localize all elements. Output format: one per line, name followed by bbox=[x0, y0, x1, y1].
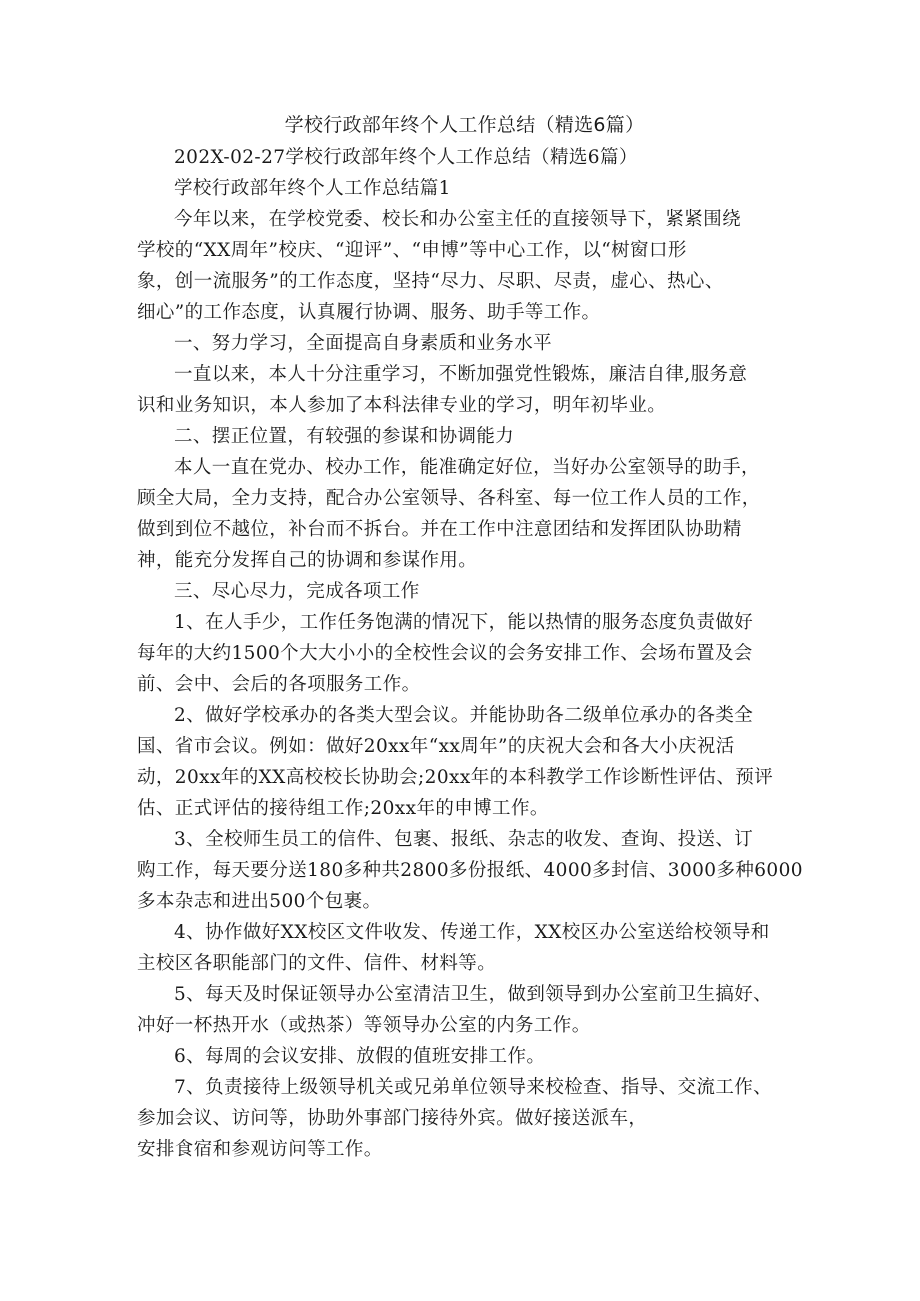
text-line: 顾全大局，全力支持，配合办公室领导、各科室、每一位工作人员的工作， bbox=[137, 488, 761, 509]
section-heading: 二、摆正位置，有较强的参谋和协调能力 bbox=[174, 426, 515, 447]
text-line: 4、协作做好XX校区文件收发、传递工作，XX校区办公室送给校领导和 bbox=[174, 922, 770, 943]
text-line: 安排食宿和参观访问等工作。 bbox=[137, 1139, 383, 1160]
text-line: 参加会议、访问等，协助外事部门接待外宾。做好接送派车， bbox=[137, 1108, 648, 1129]
section-paragraph bbox=[137, 359, 792, 421]
section-paragraph bbox=[137, 452, 792, 576]
text-line: 1、在人手少，工作任务饱满的情况下，能以热情的服务态度负责做好 bbox=[174, 612, 754, 633]
text-line: 细心”的工作态度，认真履行协调、服务、助手等工作。 bbox=[137, 302, 601, 323]
date-line: 202X-02-27学校行政部年终个人工作总结（精选6篇） bbox=[174, 147, 638, 168]
text-line: 多本杂志和进出500个包裹。 bbox=[137, 891, 382, 912]
text-line: 3、全校师生员工的信件、包裹、报纸、杂志的收发、查询、投送、订 bbox=[174, 829, 754, 850]
text-line: 主校区各职能部门的文件、信件、材料等。 bbox=[137, 953, 497, 974]
list-item bbox=[137, 1041, 792, 1072]
list-item bbox=[137, 1072, 792, 1165]
text-line: 本人一直在党办、校办工作，能准确定好位，当好办公室领导的助手， bbox=[174, 457, 760, 478]
section-heading: 一、努力学习，全面提高自身素质和业务水平 bbox=[174, 333, 553, 354]
text-line: 前、会中、会后的各项服务工作。 bbox=[137, 674, 421, 695]
section-heading: 三、尽心尽力，完成各项工作 bbox=[174, 581, 420, 602]
text-line: 学校的“XX周年”校庆、“迎评”、“申博”等中心工作，以“树窗口形 bbox=[137, 240, 687, 261]
list-item bbox=[137, 607, 792, 700]
list-item bbox=[137, 979, 792, 1041]
text-line: 估、正式评估的接待组工作;20xx年的申博工作。 bbox=[137, 798, 549, 819]
text-line: 做到到位不越位，补台而不拆台。并在工作中注意团结和发挥团队协助精 bbox=[137, 519, 742, 540]
text-line: 一直以来，本人十分注重学习，不断加强党性锻炼，廉洁自律,服务意 bbox=[174, 364, 748, 385]
document-body bbox=[137, 108, 803, 1165]
list-item bbox=[137, 700, 792, 824]
document-title: 学校行政部年终个人工作总结（精选6篇） bbox=[284, 114, 645, 136]
text-line: 国、省市会议。例如：做好20xx年“xx周年”的庆祝大会和各大小庆祝活 bbox=[137, 736, 735, 757]
text-line: 识和业务知识，本人参加了本科法律专业的学习，明年初毕业。 bbox=[137, 395, 667, 416]
text-line: 冲好一杯热开水（或热茶）等领导办公室的内务工作。 bbox=[137, 1015, 591, 1036]
text-line: 购工作，每天要分送180多种共2800多份报纸、4000多封信、3000多种6000 bbox=[137, 860, 803, 881]
text-line: 6、每周的会议安排、放假的值班安排工作。 bbox=[174, 1046, 546, 1067]
text-line: 7、负责接待上级领导机关或兄弟单位领导来校检查、指导、交流工作、 bbox=[174, 1077, 773, 1098]
article-subtitle: 学校行政部年终个人工作总结篇1 bbox=[174, 178, 451, 199]
text-line: 动，20xx年的XX高校校长协助会;20xx年的本科教学工作诊断性评估、预评 bbox=[137, 767, 774, 788]
text-line: 5、每天及时保证领导办公室清洁卫生，做到领导到办公室前卫生搞好、 bbox=[174, 984, 773, 1005]
text-line: 每年的大约1500个大大小小的全校性会议的会务安排工作、会场布置及会 bbox=[137, 643, 753, 664]
text-line: 今年以来，在学校党委、校长和办公室主任的直接领导下，紧紧围绕 bbox=[174, 209, 742, 230]
text-line: 象，创一流服务”的工作态度，坚持“尽力、尽职、尽责，虚心、热心、 bbox=[137, 271, 724, 292]
list-item bbox=[137, 917, 792, 979]
text-line: 神，能充分发挥自己的协调和参谋作用。 bbox=[137, 550, 478, 571]
text-line: 2、做好学校承办的各类大型会议。并能协助各二级单位承办的各类全 bbox=[174, 705, 754, 726]
list-item bbox=[137, 824, 803, 917]
intro-paragraph bbox=[137, 204, 792, 328]
